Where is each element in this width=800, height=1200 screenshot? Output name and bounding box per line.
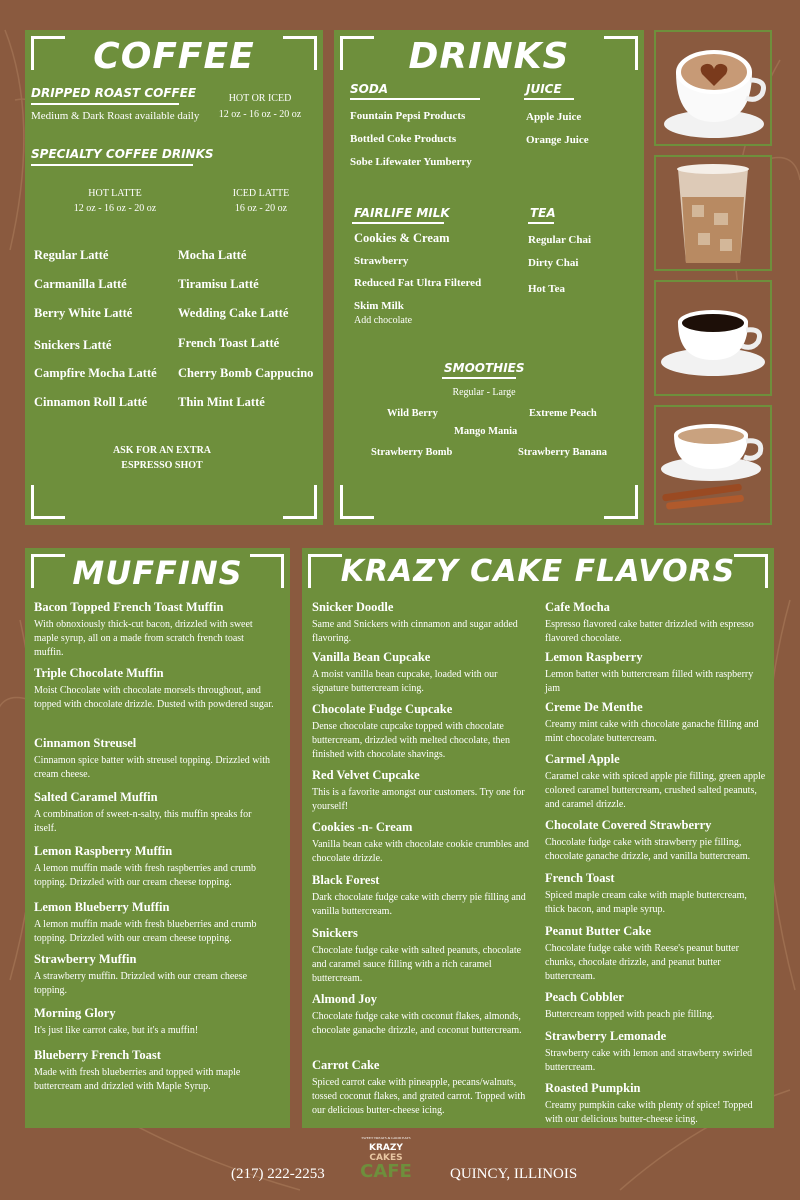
extra-shot-note: ESPRESSO SHOT bbox=[121, 460, 203, 471]
coffee-item: Cherry Bomb Cappucino bbox=[178, 366, 314, 380]
cake-desc: Creamy mint cake with chocolate ganache filling and mint chocolate buttercream. bbox=[545, 719, 759, 744]
chai-tea-photo bbox=[654, 405, 772, 525]
cake-item bbox=[312, 926, 534, 986]
cake-desc: Chocolate fudge cake with strawberry pie filling, chocolate ganache drizzle, and vanilla buttercream. bbox=[545, 837, 751, 862]
muffin-item bbox=[34, 736, 274, 782]
logo-tagline: SWEET TREATS & GOOD EATS bbox=[361, 1136, 411, 1140]
cake-desc: Dense chocolate cupcake topped with chocolate buttercream, drizzled with melted chocolate, then finished with chocolate shavings. bbox=[312, 721, 510, 760]
coffee-item: Berry White Latté bbox=[34, 306, 133, 320]
milk-item: Reduced Fat Ultra Filtered bbox=[354, 277, 482, 289]
drinks-panel bbox=[334, 30, 644, 525]
cake-desc: Buttercream topped with peach pie filling. bbox=[545, 1009, 715, 1020]
muffin-item bbox=[34, 666, 274, 712]
cake-item bbox=[312, 1058, 534, 1118]
muffin-item bbox=[34, 900, 274, 946]
tea-item: Regular Chai bbox=[528, 234, 592, 246]
coffee-item: Tiramisu Latté bbox=[178, 277, 259, 291]
soda-item: Fountain Pepsi Products bbox=[350, 110, 466, 122]
cake-name: Black Forest bbox=[312, 873, 380, 887]
cake-name: Carmel Apple bbox=[545, 752, 620, 766]
cake-name: Cookies -n- Cream bbox=[312, 820, 413, 834]
muffin-desc: A lemon muffin made with fresh blueberries and crumb topping. Drizzled with our cream cheese topping. bbox=[34, 919, 257, 944]
soda-item: Bottled Coke Products bbox=[350, 133, 457, 145]
muffin-desc: Cinnamon spice batter with streusel topping. Drizzled with cream cheese. bbox=[34, 755, 271, 780]
coffee-item: Campfire Mocha Latté bbox=[34, 366, 157, 380]
krazy-cake-panel bbox=[302, 548, 774, 1128]
cake-item bbox=[312, 873, 534, 919]
heading-underline bbox=[31, 164, 193, 166]
cake-desc: Spiced maple cream cake with maple buttercream, thick bacon, and maple syrup. bbox=[545, 890, 747, 915]
coffee-item: Wedding Cake Latté bbox=[178, 306, 289, 320]
cake-item bbox=[312, 650, 534, 696]
extra-shot-note: ASK FOR AN EXTRA bbox=[112, 445, 212, 456]
muffin-name: Salted Caramel Muffin bbox=[34, 790, 158, 804]
logo-cakes: CAKES bbox=[369, 1153, 403, 1163]
muffin-item bbox=[34, 1006, 274, 1038]
cake-name: Snickers bbox=[312, 926, 358, 940]
cake-desc: Caramel cake with spiced apple pie filling, green apple colored caramel buttercream, crushed salted peanuts, and caramel drizzle. bbox=[545, 771, 766, 810]
cake-name: Almond Joy bbox=[312, 992, 377, 1006]
cake-desc: A moist vanilla bean cupcake, loaded with our signature buttercream icing. bbox=[312, 669, 498, 694]
black-coffee-photo bbox=[654, 280, 772, 396]
cake-name: Peach Cobbler bbox=[545, 990, 624, 1004]
hot-latte-label: HOT LATTE bbox=[88, 188, 142, 199]
phone-number: (217) 222-2253 bbox=[231, 1166, 325, 1182]
cake-name: Cafe Mocha bbox=[545, 600, 610, 614]
smoothie-item: Strawberry Banana bbox=[518, 447, 607, 458]
cake-item bbox=[545, 924, 767, 984]
latte-art-photo bbox=[654, 30, 772, 146]
cake-desc: Chocolate fudge cake with Reese's peanut butter chunks, chocolate drizzle, and peanut butter buttercream. bbox=[545, 943, 739, 982]
dripped-roast-desc: Medium & Dark Roast available daily bbox=[31, 110, 200, 122]
cake-name: Vanilla Bean Cupcake bbox=[312, 650, 431, 664]
heading-underline bbox=[524, 98, 574, 100]
cake-item bbox=[545, 1081, 767, 1127]
tea-heading: TEA bbox=[530, 206, 556, 220]
cake-name: Peanut Butter Cake bbox=[545, 924, 652, 938]
cake-name: Red Velvet Cupcake bbox=[312, 768, 420, 782]
cake-name: Carrot Cake bbox=[312, 1058, 380, 1072]
juice-heading: JUICE bbox=[526, 82, 562, 96]
juice-item: Orange Juice bbox=[526, 134, 589, 146]
cake-desc: Espresso flavored cake batter drizzled with espresso flavored chocolate. bbox=[545, 619, 754, 644]
corner-bracket bbox=[283, 485, 317, 519]
juice-item: Apple Juice bbox=[526, 111, 582, 123]
heading-underline bbox=[352, 222, 444, 224]
cake-name: Lemon Raspberry bbox=[545, 650, 643, 664]
cake-desc: Creamy pumpkin cake with plenty of spice! Topped with our delicious butter-cheese icing. bbox=[545, 1100, 753, 1125]
krazy-cake-title: KRAZY CAKE FLAVORS bbox=[340, 554, 736, 589]
coffee-panel bbox=[25, 30, 323, 525]
location-text: QUINCY, ILLINOIS bbox=[450, 1166, 578, 1182]
cake-item bbox=[312, 820, 534, 866]
muffin-desc: A combination of sweet-n-salty, this muffin speaks for itself. bbox=[34, 809, 252, 834]
soda-item: Sobe Lifewater Yumberry bbox=[350, 156, 472, 168]
cake-name: Creme De Menthe bbox=[545, 700, 643, 714]
cake-name: Snicker Doodle bbox=[312, 600, 394, 614]
cake-desc: Chocolate fudge cake with coconut flakes, almonds, chocolate ganache drizzle, and coconut buttercream. bbox=[312, 1011, 522, 1036]
drinks-title: DRINKS bbox=[408, 36, 570, 77]
dripped-roast-heading: DRIPPED ROAST COFFEE bbox=[31, 86, 197, 100]
muffin-name: Triple Chocolate Muffin bbox=[34, 666, 164, 680]
latte-art-icon bbox=[656, 32, 770, 144]
corner-bracket bbox=[31, 485, 65, 519]
tea-item: Dirty Chai bbox=[528, 257, 579, 269]
smoothie-sizes: Regular - Large bbox=[452, 387, 516, 398]
cake-item bbox=[312, 600, 534, 646]
muffin-item bbox=[34, 844, 274, 890]
iced-latte-label: ICED LATTE bbox=[232, 188, 290, 199]
muffin-item bbox=[34, 790, 274, 836]
chai-tea-icon bbox=[656, 407, 770, 523]
muffin-desc: With obnoxiously thick-cut bacon, drizzled with sweet maple syrup, all on a made from scratch french toast muffin. bbox=[34, 619, 253, 658]
cake-item bbox=[545, 1029, 767, 1075]
muffin-item bbox=[34, 600, 274, 660]
cake-desc: Spiced carrot cake with pineapple, pecans/walnuts, tossed coconut flakes, and grated carrot. Topped with our delicious butter-cheese icing. bbox=[312, 1077, 526, 1116]
heading-underline bbox=[442, 377, 516, 379]
smoothie-item: Mango Mania bbox=[454, 426, 518, 437]
smoothies-heading: SMOOTHIES bbox=[444, 361, 525, 375]
coffee-item: Snickers Latté bbox=[34, 338, 112, 352]
cake-name: French Toast bbox=[545, 871, 615, 885]
coffee-item: Carmanilla Latté bbox=[34, 277, 127, 291]
muffins-panel bbox=[25, 548, 290, 1128]
muffin-name: Morning Glory bbox=[34, 1006, 116, 1020]
muffin-name: Lemon Raspberry Muffin bbox=[34, 844, 173, 858]
cake-desc: Dark chocolate fudge cake with cherry pie filling and vanilla buttercream. bbox=[312, 892, 526, 917]
muffin-item bbox=[34, 952, 274, 998]
fairlife-milk-heading: FAIRLIFE MILK bbox=[354, 206, 450, 220]
milk-item: Cookies & Cream bbox=[354, 231, 450, 245]
soda-heading: SODA bbox=[350, 82, 389, 96]
cake-item bbox=[545, 700, 767, 746]
krazy-cakes-logo bbox=[360, 1136, 412, 1194]
cake-name: Strawberry Lemonade bbox=[545, 1029, 667, 1043]
logo-krazy: KRAZY bbox=[369, 1143, 403, 1153]
black-coffee-icon bbox=[656, 282, 770, 394]
coffee-item: French Toast Latté bbox=[178, 336, 280, 350]
cake-item bbox=[545, 650, 767, 696]
milk-item: Strawberry bbox=[354, 255, 409, 267]
heading-underline bbox=[31, 103, 179, 105]
hot-or-iced-label: HOT OR ICED bbox=[228, 93, 292, 104]
logo-cafe: CAFE bbox=[360, 1161, 412, 1182]
muffin-name: Strawberry Muffin bbox=[34, 952, 137, 966]
muffin-name: Lemon Blueberry Muffin bbox=[34, 900, 170, 914]
corner-bracket bbox=[340, 485, 374, 519]
cake-item bbox=[312, 702, 534, 762]
cake-item bbox=[545, 752, 767, 812]
muffin-name: Blueberry French Toast bbox=[34, 1048, 161, 1062]
muffin-desc: Made with fresh blueberries and topped with maple buttercream and drizzled with Maple Syrup. bbox=[34, 1067, 241, 1092]
cake-desc: This is a favorite amongst our customers. Try one for yourself! bbox=[312, 787, 525, 812]
iced-latte-photo bbox=[654, 155, 772, 271]
milk-item: Skim Milk bbox=[354, 300, 404, 312]
cake-name: Chocolate Fudge Cupcake bbox=[312, 702, 453, 716]
coffee-item: Cinnamon Roll Latté bbox=[34, 395, 148, 409]
hot-or-iced-sizes: 12 oz - 16 oz - 20 oz bbox=[218, 109, 302, 120]
smoothie-item: Wild Berry bbox=[387, 408, 438, 419]
muffin-item bbox=[34, 1048, 274, 1094]
smoothie-item: Strawberry Bomb bbox=[371, 447, 453, 458]
cake-item bbox=[545, 818, 767, 864]
cake-desc: Same and Snickers with cinnamon and sugar added flavoring. bbox=[312, 619, 518, 644]
cake-desc: Vanilla bean cake with chocolate cookie crumbles and chocolate drizzle. bbox=[312, 839, 529, 864]
cake-item bbox=[312, 768, 534, 814]
muffin-name: Cinnamon Streusel bbox=[34, 736, 137, 750]
milk-note: Add chocolate bbox=[354, 315, 413, 326]
hot-latte-sizes: 12 oz - 16 oz - 20 oz bbox=[73, 203, 157, 214]
muffins-title: MUFFINS bbox=[72, 554, 243, 592]
cake-name: Chocolate Covered Strawberry bbox=[545, 818, 712, 832]
iced-latte-sizes: 16 oz - 20 oz bbox=[234, 203, 288, 214]
cake-item bbox=[545, 871, 767, 917]
cake-item bbox=[312, 992, 534, 1038]
cake-desc: Strawberry cake with lemon and strawberry swirled buttercream. bbox=[545, 1048, 753, 1073]
coffee-item: Mocha Latté bbox=[178, 248, 247, 262]
muffin-name: Bacon Topped French Toast Muffin bbox=[34, 600, 224, 614]
cake-name: Roasted Pumpkin bbox=[545, 1081, 641, 1095]
tea-item: Hot Tea bbox=[528, 283, 565, 295]
specialty-coffee-heading: SPECIALTY COFFEE DRINKS bbox=[31, 147, 214, 161]
coffee-title: COFFEE bbox=[93, 36, 255, 77]
coffee-item: Thin Mint Latté bbox=[178, 395, 265, 409]
cake-item bbox=[545, 990, 767, 1022]
iced-latte-icon bbox=[656, 157, 770, 269]
cake-desc: Chocolate fudge cake with salted peanuts, chocolate and caramel sauce filling with a rich caramel buttercream. bbox=[312, 945, 522, 984]
muffin-desc: A strawberry muffin. Drizzled with our cream cheese topping. bbox=[34, 971, 248, 996]
muffin-desc: Moist Chocolate with chocolate morsels throughout, and topped with chocolate drizzle. Dusted with powdered sugar. bbox=[34, 685, 274, 710]
heading-underline bbox=[350, 98, 480, 100]
cake-desc: Lemon batter with buttercream filled with raspberry jam bbox=[545, 669, 754, 694]
smoothie-item: Extreme Peach bbox=[529, 408, 597, 419]
coffee-item: Regular Latté bbox=[34, 248, 109, 262]
cake-item bbox=[545, 600, 767, 646]
corner-bracket bbox=[604, 485, 638, 519]
muffin-desc: A lemon muffin made with fresh raspberries and crumb topping. Drizzled with our cream cheese topping. bbox=[34, 863, 256, 888]
heading-underline bbox=[528, 222, 554, 224]
muffin-desc: It's just like carrot cake, but it's a muffin! bbox=[34, 1025, 199, 1036]
